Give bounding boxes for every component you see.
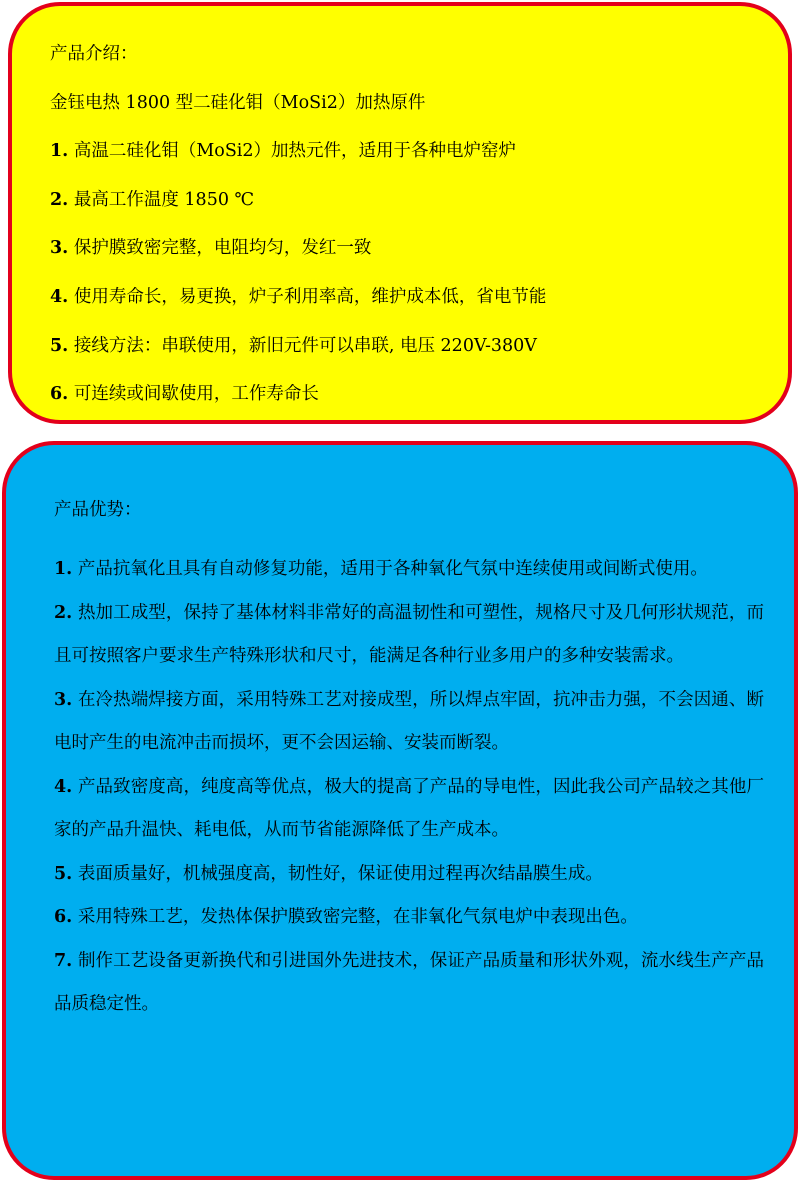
intro-item-6: [50, 384, 768, 404]
advantage-item-5: [54, 853, 764, 897]
advantage-item-2: [54, 592, 764, 679]
intro-item-1: [50, 141, 768, 161]
intro-item-number: 5.: [50, 335, 69, 356]
intro-item-4: [50, 287, 768, 307]
advantage-item-text: 热加工成型，保持了基体材料非常好的高温韧性和可塑性，规格尺寸及几何形状规范，而且可按照客户要求生产特殊形状和尺寸，能满足各种行业多用户的多种安装需求。: [54, 602, 764, 666]
advantage-item-text: 产品致密度高，纯度高等优点，极大的提高了产品的导电性，因此我公司产品较之其他厂家的产品升温快、耗电低，从而节省能源降低了生产成本。: [54, 776, 764, 840]
advantage-item-3: [54, 679, 764, 766]
advantage-item-number: 6.: [54, 907, 73, 927]
intro-item-2: [50, 190, 768, 210]
advantage-item-number: 2.: [54, 602, 73, 623]
advantage-item-number: 4.: [54, 776, 73, 797]
intro-item-text: 保护膜致密完整，电阻均匀，发红一致: [73, 238, 372, 259]
intro-subtitle: 金钰电热 1800 型二硅化钼（MoSi2）加热原件: [50, 92, 426, 113]
intro-item-text: 可连续或间歇使用，工作寿命长: [73, 384, 319, 405]
advantages-heading: 产品优势：: [54, 500, 142, 520]
advantage-item-6: [54, 896, 764, 940]
advantage-item-text: 表面质量好，机械强度高，韧性好，保证使用过程再次结晶膜生成。: [77, 863, 603, 884]
advantage-item-number: 7.: [54, 950, 73, 971]
intro-item-3: [50, 238, 768, 258]
advantage-item-number: 5.: [54, 863, 73, 884]
intro-item-text: 接线方法：串联使用，新旧元件可以串联, 电压 220V-380V: [73, 335, 537, 356]
advantage-item-4: [54, 766, 764, 853]
intro-item-text: 最高工作温度 1850 ℃: [73, 189, 255, 210]
intro-item-number: 6.: [50, 384, 69, 405]
advantage-item-number: 1.: [54, 559, 73, 579]
intro-item-number: 2.: [50, 189, 69, 210]
advantage-item-text: 采用特殊工艺，发热体保护膜致密完整，在非氧化气氛电炉中表现出色。: [77, 907, 638, 927]
intro-item-number: 3.: [50, 238, 69, 259]
advantage-item-7: [54, 940, 764, 1027]
product-intro-panel: [8, 2, 792, 424]
advantage-item-text: 制作工艺设备更新换代和引进国外先进技术，保证产品质量和形状外观，流水线生产产品品质稳定性。: [54, 950, 764, 1014]
advantage-item-number: 3.: [54, 689, 73, 710]
intro-item-text: 高温二硅化钼（MoSi2）加热元件，适用于各种电炉窑炉: [73, 141, 517, 162]
intro-item-number: 1.: [50, 141, 69, 162]
intro-heading: 产品介绍：: [50, 44, 138, 64]
intro-item-text: 使用寿命长，易更换，炉子利用率高，维护成本低，省电节能: [73, 286, 547, 307]
advantage-item-text: 在冷热端焊接方面，采用特殊工艺对接成型，所以焊点牢固，抗冲击力强，不会因通、断电时产生的电流冲击而损坏，更不会因运输、安装而断裂。: [54, 689, 764, 753]
intro-item-5: [50, 336, 768, 356]
advantage-item-text: 产品抗氧化且具有自动修复功能，适用于各种氧化气氛中连续使用或间断式使用。: [77, 559, 708, 579]
advantage-item-1: [54, 548, 764, 592]
intro-item-number: 4.: [50, 286, 69, 307]
product-advantages-panel: [2, 441, 798, 1180]
